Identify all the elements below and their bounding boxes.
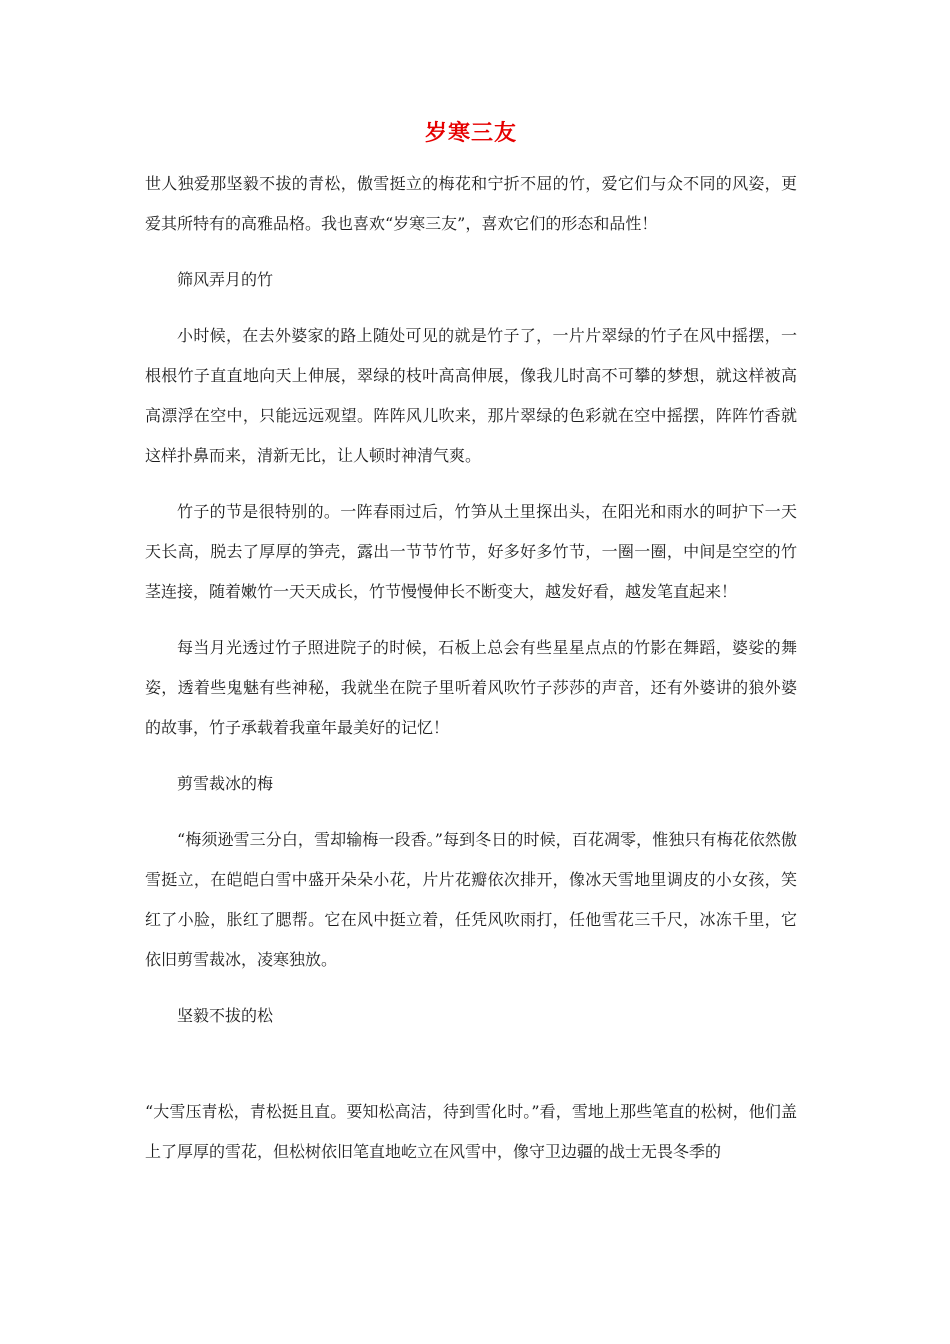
bamboo-heading: 筛风弄月的竹	[177, 270, 274, 289]
document-title: 岁寒三友	[424, 120, 517, 146]
spacer	[145, 748, 797, 764]
document-page	[145, 118, 797, 1172]
bamboo-paragraph-1: 小时候，在去外婆家的路上随处可见的就是竹子了，一片片翠绿的竹子在风中摇摆，一根根竹子直直地向天上伸展，翠绿的枝叶高高伸展，像我儿时高不可攀的梦想，就这样被高高漂浮在空中，只能远远观望。阵阵风儿吹来，那片翠绿的色彩就在空中摇摆，阵阵竹香就这样扑鼻而来，清新无比，让人顿时神清气爽。	[145, 326, 797, 465]
spacer	[145, 1036, 797, 1092]
spacer	[145, 804, 797, 820]
bamboo-paragraph-2: 竹子的节是很特别的。一阵春雨过后，竹笋从土里探出头，在阳光和雨水的呵护下一天天长高，脱去了厚厚的笋壳，露出一节节竹节，好多好多竹节，一圈一圈，中间是空空的竹茎连接，随着嫩竹一天天成长，竹节慢慢伸长不断变大，越发好看，越发笔直起来！	[145, 502, 797, 601]
pine-paragraph-1: “大雪压青松，青松挺且直。要知松高洁，待到雪化时。”看，雪地上那些笔直的松树，他们盖上了厚厚的雪花，但松树依旧笔直地屹立在风雪中，像守卫边疆的战士无畏冬季的	[145, 1102, 797, 1161]
spacer	[145, 612, 797, 628]
intro-paragraph: 世人独爱那坚毅不拔的青松，傲雪挺立的梅花和宁折不屈的竹，爱它们与众不同的风姿，更爱其所特有的高雅品格。我也喜欢“岁寒三友”，喜欢它们的形态和品性！	[145, 174, 797, 233]
plum-heading: 剪雪裁冰的梅	[177, 774, 274, 793]
spacer	[145, 300, 797, 316]
spacer	[145, 476, 797, 492]
pine-heading: 坚毅不拔的松	[177, 1006, 274, 1025]
spacer	[145, 980, 797, 996]
spacer	[145, 244, 797, 260]
plum-paragraph-1: “梅须逊雪三分白，雪却输梅一段香。”每到冬日的时候，百花凋零，惟独只有梅花依然傲雪挺立，在皑皑白雪中盛开朵朵小花，片片花瓣依次排开，像冰天雪地里调皮的小女孩，笑红了小脸，胀红了腮帮。它在风中挺立着，任凭风吹雨打，任他雪花三千尺，冰冻千里，它依旧剪雪裁冰，凌寒独放。	[145, 830, 797, 969]
bamboo-paragraph-3: 每当月光透过竹子照进院子的时候，石板上总会有些星星点点的竹影在舞蹈，婆娑的舞姿，透着些鬼魅有些神秘，我就坐在院子里听着风吹竹子莎莎的声音，还有外婆讲的狼外婆的故事，竹子承载着我童年最美好的记忆！	[145, 638, 797, 737]
